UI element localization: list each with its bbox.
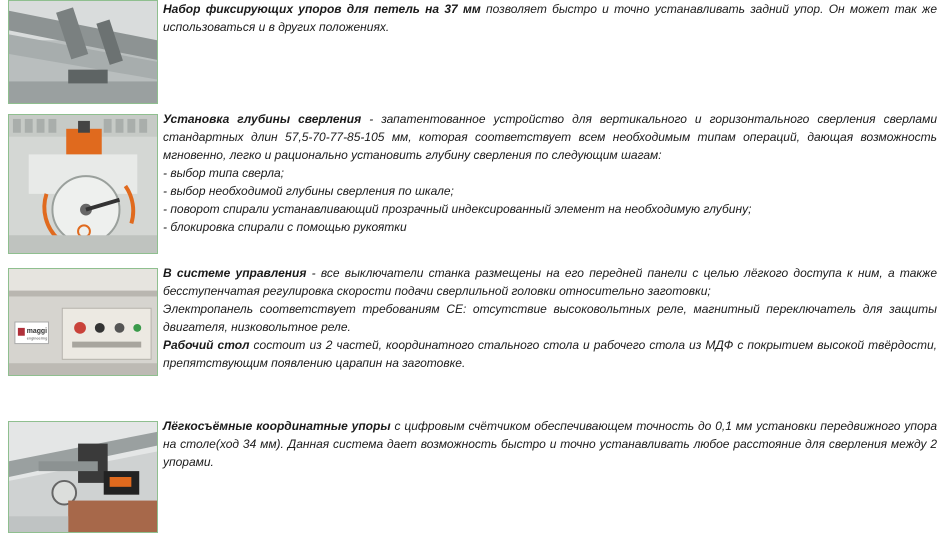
coord-illustration bbox=[9, 422, 157, 532]
depth-heading: Установка глубины сверления bbox=[163, 112, 362, 126]
control-heading: В системе управления bbox=[163, 266, 307, 280]
coord-body: с цифровым счётчиком обеспечивающем точность до 0,1 мм установки передвижного упора на столе(ход 34 мм). Данная система дает возможность быстро и точно устанавливать любое расстояние для сверления между 2 упорами. bbox=[163, 419, 937, 469]
stops-photo bbox=[8, 0, 158, 104]
depth-photo bbox=[8, 114, 158, 254]
stops-heading: Набор фиксирующих упоров для петель на 37 мм bbox=[163, 2, 481, 16]
control-illustration bbox=[9, 269, 157, 375]
maggi-logo-sub: engineering bbox=[26, 335, 48, 341]
control-body: - все выключатели станка размещены на его передней панели с целью лёгкого доступа к ним, а также бесступенчатая регулировка скорости подачи сверлильной головки относительно заготовки; bbox=[163, 266, 937, 298]
depth-step-2: - выбор необходимой глубины сверления по шкале; bbox=[163, 184, 454, 198]
control-text bbox=[163, 264, 937, 372]
depth-illustration bbox=[9, 115, 157, 253]
depth-text bbox=[163, 110, 937, 236]
coord-photo bbox=[8, 421, 158, 533]
depth-step-1: - выбор типа сверла; bbox=[163, 166, 284, 180]
control-photo bbox=[8, 268, 158, 376]
worktable-body: состоит из 2 частей, координатного стального стола и рабочего стола из МДФ с покрытием высокой твёрдости, препятствующим появлению царапин на заготовке. bbox=[163, 338, 938, 370]
stops-body: позволяет быстро и точно устанавливать задний упор. Он может так же использоваться и в других положениях. bbox=[163, 2, 937, 34]
worktable-heading: Рабочий стол bbox=[163, 338, 250, 352]
stops-text bbox=[163, 0, 937, 36]
coord-heading: Лёгкосъёмные координатные упоры bbox=[163, 419, 391, 433]
depth-step-3: - поворот спирали устанавливающий прозрачный индексированный элемент на необходимую глубину; bbox=[163, 202, 752, 216]
maggi-logo: maggi bbox=[26, 327, 48, 335]
coord-text bbox=[163, 417, 937, 471]
stops-illustration bbox=[9, 1, 157, 103]
depth-body: - запатентованное устройство для вертикального и горизонтального сверления сверлами стандартных длин 57,5-70-77-85-105 мм, которая соответствует всем необходимым типам операций, дающая возможность мгновенно, легко и рационально установить глубину сверления по следующим шагам: bbox=[163, 112, 938, 162]
control-extra: Электропанель соответствует требованиям CE: отсутствие высоковольтных реле, магнитный переключатель для защиты двигателя, низковольтное реле. bbox=[163, 302, 937, 334]
depth-step-4: - блокировка спирали с помощью рукоятки bbox=[163, 220, 407, 234]
